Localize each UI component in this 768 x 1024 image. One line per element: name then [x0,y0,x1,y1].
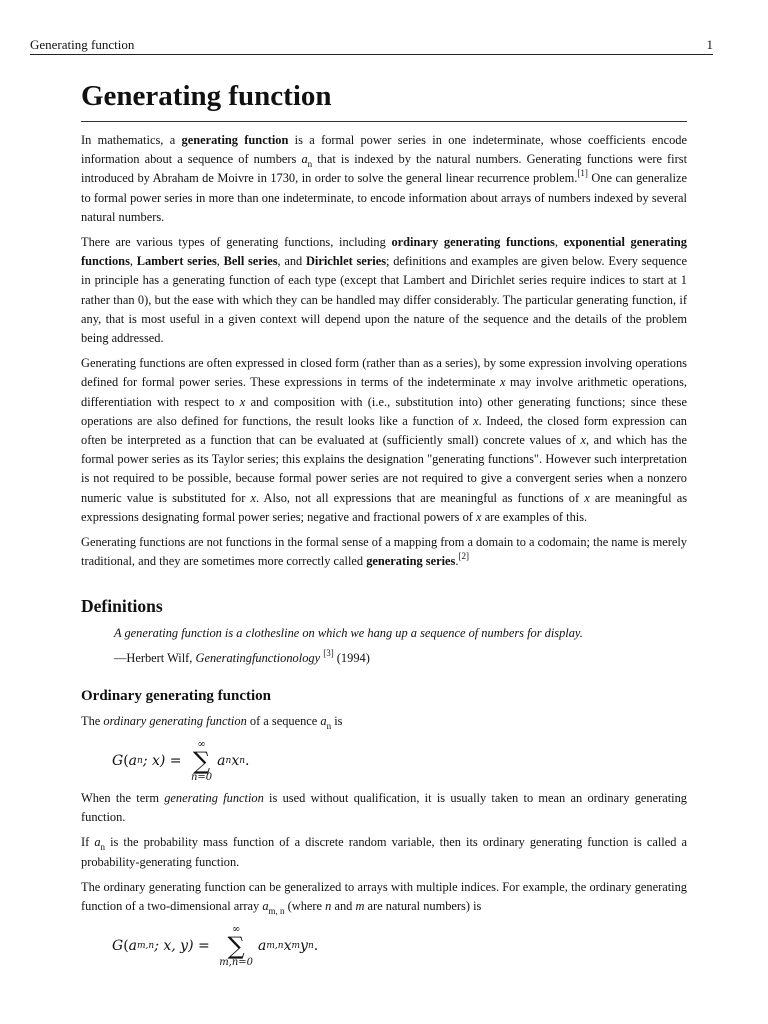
text-run: , and which has the formal power series as its Taylor series; this explains the designation "generating functions". However such interpretation is not required to be possible, because formal power series are not required to give a convergent series when a nonzero numeric value is substituted for [81,433,687,505]
math-symbol: a [258,938,267,955]
math-variable: a [320,713,327,728]
text-run: is a formal power series in one indeterminate, whose coefficients encode information about a sequence of numbers [81,133,687,167]
summation [191,739,212,783]
math-variable: x [250,490,256,505]
text-run: , [216,254,224,269]
text-run: There are various types of generating functions, including [81,235,392,250]
text-run: is [334,713,343,728]
math-variable: a [94,835,101,850]
term-ordinary-generating-functions: ordinary generating functions [391,235,555,250]
quote-attribution [114,649,687,668]
text-run: In mathematics, a [81,133,182,147]
text-run: , [554,235,564,250]
text-run: One can generalize to formal power series in more than one indeterminate, to encode information about arrays of numbers indexed by several natural numbers. [81,171,688,224]
math-superscript: n [239,756,246,767]
intro-paragraph-3 [81,354,687,527]
text-run: (where [284,899,326,914]
text-run: ; definitions and examples are given below. Every sequence in principle has a generating function of each type (except that Lambert and Dirichlet series require indices to start at 1 rather than 0), but the ease with which they can be handled may differ considerably. The particular generating function, if any, that is most useful in a given context will depend upon the nature of the sequence and the details of the problem being addressed. [81,254,688,346]
text-run: . Also, not all expressions that are meaningful as functions of [255,490,585,505]
article-content [81,72,687,974]
ordinary-paragraph-4 [81,878,687,916]
term-bell-series: Bell series [223,254,278,269]
math-variable: x [580,433,586,448]
sum-upper-limit: ∞ [231,924,241,936]
intro-paragraph-1 [81,131,687,227]
math-variable: n [325,899,332,914]
math-subscript: n [326,720,332,731]
math-subscript: n [225,756,232,767]
math-symbol: x [231,753,240,770]
math-superscript: m [291,941,301,952]
text-run: When the term [81,791,165,806]
math-variable: x [584,490,590,505]
math-subscript: n [137,756,143,767]
reference-link[interactable]: [3] [323,647,334,658]
sum-upper-limit: ∞ [197,739,206,751]
subsection-heading-ordinary: Ordinary generating function [81,687,271,704]
ordinary-paragraph-3 [81,833,687,871]
term-dirichlet-series: Dirichlet series [305,254,387,269]
term-generating-function: generating function [181,133,289,147]
math-variable: x [500,375,506,390]
math-subscript: n [307,159,313,170]
text-run: is the probability mass function of a discrete random variable, then its ordinary generating function is called a probability-generating function. [81,835,687,869]
math-symbol: ; x) = [142,753,186,770]
intro-paragraph-2 [81,233,687,348]
math-variable: x [476,509,482,524]
sigma-symbol: ∑ [192,747,211,776]
ordinary-paragraph-1 [81,712,687,731]
text-run: The ordinary generating function can be generalized to arrays with multiple indices. For example, the ordinary generating function of a two-dimensional array [81,879,687,914]
text-run: may involve arithmetic operations, differentiation with respect to [81,375,687,409]
math-symbol: . [245,753,250,770]
text-run: of a sequence [246,713,321,728]
math-symbol: x [283,938,292,955]
text-run: The [81,713,104,728]
running-header-title: Generating function [30,37,135,52]
math-variable: x [239,394,246,409]
math-symbol: ( [123,938,129,955]
text-run: . [455,554,459,569]
math-symbol: G [112,938,124,955]
text-run: (1994) [333,650,370,665]
text-run: , and [277,254,306,269]
math-symbol: . [313,938,319,955]
quote-work-title: Generatingfunctionology [195,650,321,665]
math-subscript: m,n [137,941,155,952]
text-run: is used without qualification, it is usually taken to mean an ordinary generating function. [81,791,688,825]
sum-lower-limit: n=0 [190,772,213,784]
math-subscript: m,n [266,941,284,952]
text-run: are natural numbers) is [364,899,482,914]
intro-paragraph-4 [81,533,687,571]
running-header [30,36,713,55]
math-symbol: G [112,753,124,770]
reference-link[interactable]: [1] [577,168,588,179]
sigma-symbol: ∑ [227,932,245,961]
term-exponential-generating-functions: exponential generating functions [81,235,687,269]
term-lambert-series: Lambert series [136,254,217,269]
math-symbol: ; x, y) = [154,938,215,955]
math-symbol: a [217,753,226,770]
math-symbol: a [128,938,138,955]
math-subscript: m, n [268,906,285,917]
math-variable: a [301,152,308,167]
math-variable: x [473,413,479,428]
math-symbol: a [128,753,138,770]
text-run: If [81,835,95,850]
term-generating-function: generating function [164,791,264,806]
ordinary-paragraph-2 [81,789,687,827]
text-run: , [129,254,137,269]
text-run: and composition with (i.e., substitution into) other generating functions; since these operations are also defined for functions, the result looks like a function of [81,394,688,428]
text-run: Generating functions are often expressed in closed form (rather than as a series), by some expression involving operations defined for formal power series. These expressions in terms of the indeterminate [81,356,687,390]
text-run: —Herbert Wilf, [114,650,196,665]
math-subscript: n [100,842,106,853]
term-ordinary-generating-function: ordinary generating function [103,713,247,728]
math-superscript: n [307,941,314,952]
sum-lower-limit: m,n=0 [219,957,254,969]
formula-two-dimensional-generating-function [112,922,687,970]
text-run: . Indeed, the closed form expression can often be interpreted as a function that can be evaluated at (sufficiently small) concrete values of [81,413,687,448]
text-run: are examples of this. [481,509,588,524]
page-number: 1 [706,37,713,52]
text-run: and [331,899,356,914]
text-run: Generating functions are not functions in the formal sense of a mapping from a domain to a codomain; the name is merely traditional, and they are sometimes more correctly called [81,535,687,569]
article-title: Generating function [81,72,687,122]
math-variable: a [262,899,269,914]
quote-text: A generating function is a clothesline on which we hang up a sequence of numbers for display. [114,626,583,641]
math-symbol: y [300,938,308,955]
text-run: are meaningful as expressions designating formal power series; negative and fractional powers of [81,490,688,524]
epigraph-quote [81,624,687,667]
math-symbol: ( [123,753,129,770]
reference-link[interactable]: [2] [458,551,469,562]
summation [219,924,253,968]
formula-ordinary-generating-function [112,737,687,785]
math-variable: m [355,899,365,914]
text-run: that is indexed by the natural numbers. Generating functions were first introduced by Abraham de Moivre in 1730, in order to solve the general linear recurrence problem. [81,152,688,186]
section-heading-definitions: Definitions [81,596,163,617]
term-generating-series: generating series [366,554,456,569]
